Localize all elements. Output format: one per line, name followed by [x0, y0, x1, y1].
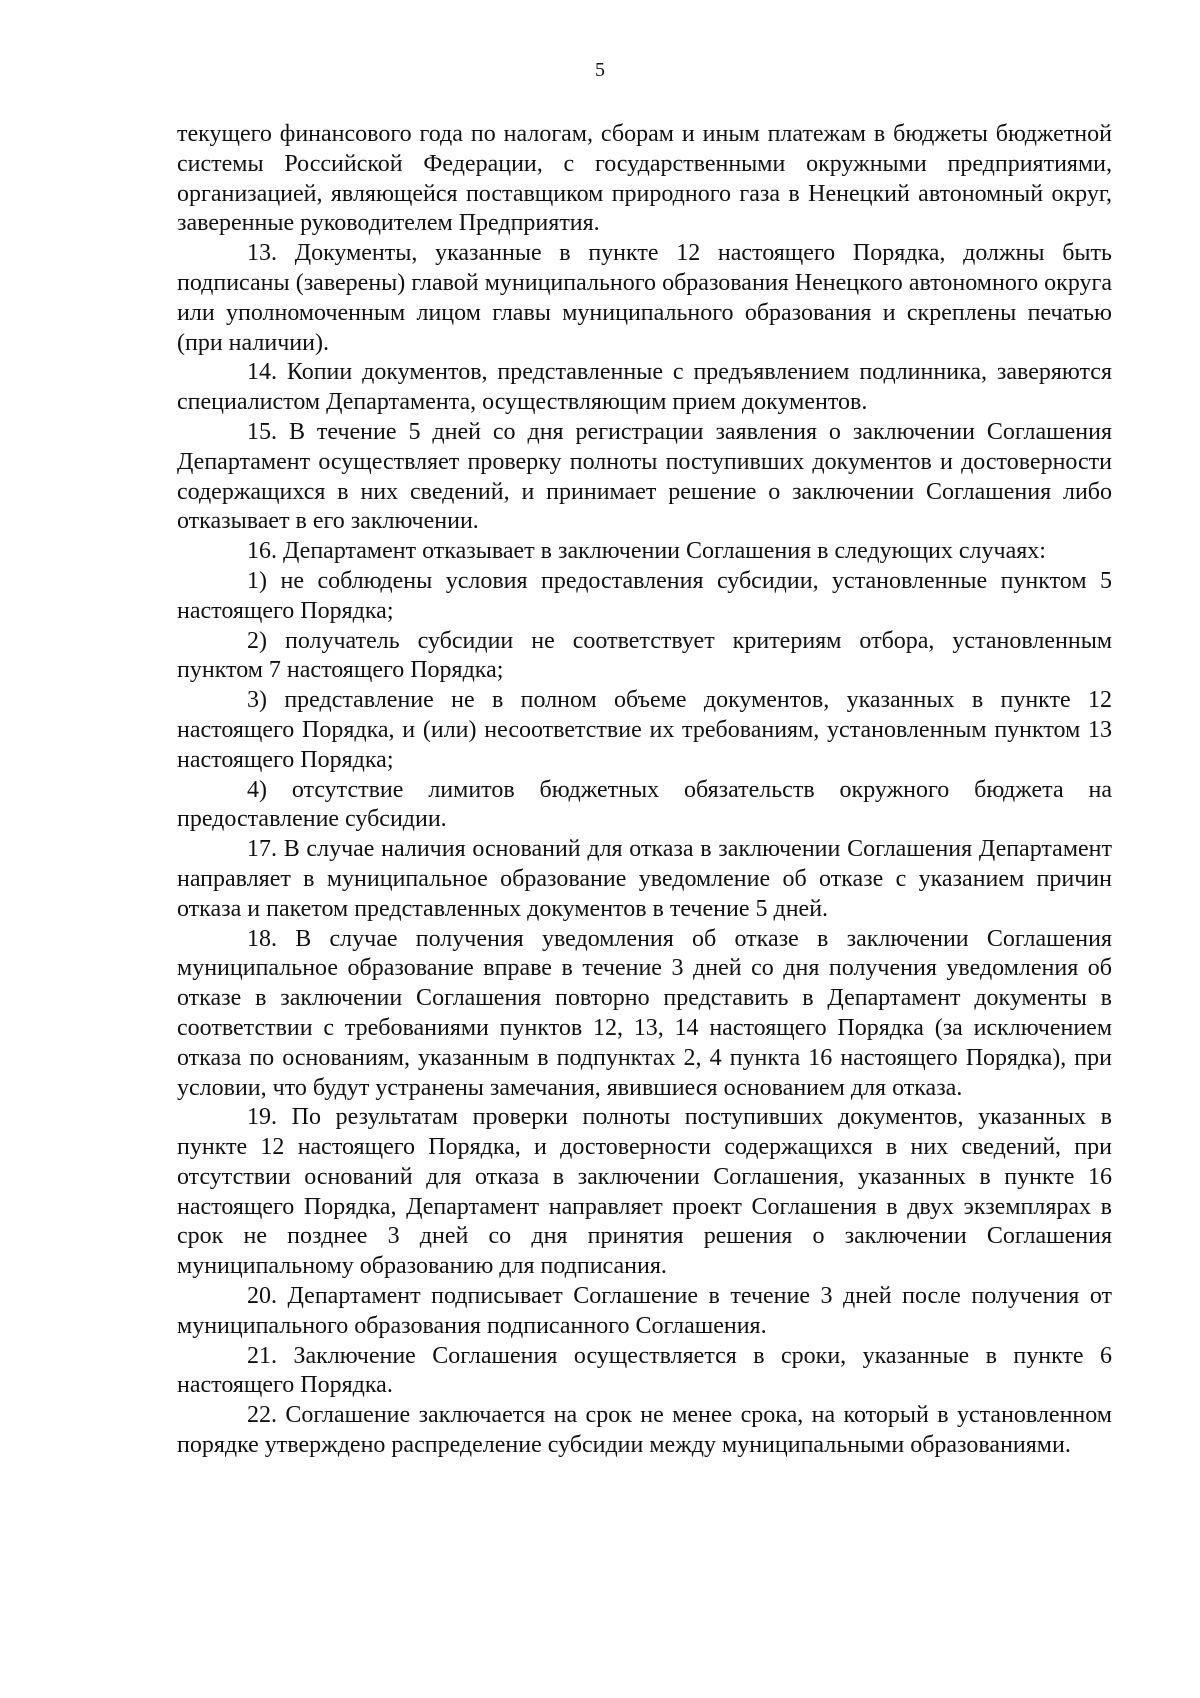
list-item-4: 4) отсутствие лимитов бюджетных обязательств окружного бюджета на предоставление субсидии.	[177, 776, 1112, 833]
paragraph-20: 20. Департамент подписывает Соглашение в течение 3 дней после получения от муниципального образования подписанного Соглашения.	[177, 1283, 1112, 1339]
document-body	[177, 120, 1112, 1461]
paragraph-15: 15. В течение 5 дней со дня регистрации заявления о заключении Соглашения Департамент осуществляет проверку полноты поступивших документов и достоверности содержащихся в них сведений, и принимает решение о заключении Соглашения либо отказывает в его заключении.	[177, 418, 1112, 535]
paragraph-18: 18. В случае получения уведомления об отказе в заключении Соглашения муниципальное образование вправе в течение 3 дней со дня получения уведомления об отказе в заключении Соглашения повторно представить в Департамент документы в соответствии с требованиями пунктов 12, 13, 14 настоящего Порядка (за исключением отказа по основаниям, указанным в подпунктах 2, 4 пункта 16 настоящего Порядка), при условии, что будут устранены замечания, явившиеся основанием для отказа.	[177, 925, 1112, 1101]
paragraph-22: 22. Соглашение заключается на срок не менее срока, на который в установленном порядке утверждено распределение субсидии между муниципальными образованиями.	[177, 1402, 1112, 1459]
list-item-3: 3) представление не в полном объеме документов, указанных в пункте 12 настоящего Порядка, и (или) несоответствие их требованиям, установленным пунктом 13 настоящего Порядка;	[177, 687, 1112, 773]
list-item-2: 2) получатель субсидии не соответствует критериям отбора, установленным пунктом 7 настоящего Порядка;	[177, 627, 1112, 684]
paragraph-17: 17. В случае наличия оснований для отказа в заключении Соглашения Департамент направляет в муниципальное образование уведомление об отказе с указанием причин отказа и пакетом представленных документов в течение 5 дней.	[177, 836, 1112, 922]
paragraph-13: 13. Документы, указанные в пункте 12 настоящего Порядка, должны быть подписаны (заверены) главой муниципального образования Ненецкого автономного округа или уполномоченным лицом главы муниципального образования и скреплены печатью (при наличии).	[177, 240, 1112, 356]
paragraph-19: 19. По результатам проверки полноты поступивших документов, указанных в пункте 12 настоящего Порядка, и достоверности содержащихся в них сведений, при отсутствии оснований для отказа в заключении Соглашения, указанных в пункте 16 настоящего Порядка, Департамент направляет проект Соглашения в двух экземплярах в срок не позднее 3 дней со дня принятия решения о заключении Соглашения муниципальному образованию для подписания.	[177, 1104, 1112, 1280]
list-item-1: 1) не соблюдены условия предоставления субсидии, установленные пунктом 5 настоящего Порядка;	[177, 567, 1112, 624]
paragraph-14: 14. Копии документов, представленные с предъявлением подлинника, заверяются специалистом Департамента, осуществляющим прием документов.	[177, 359, 1112, 416]
paragraph-continuation: текущего финансового года по налогам, сборам и иным платежам в бюджеты бюджетной системы Российской Федерации, с государственными окружными предприятиями, организацией, являющейся поставщиком природного газа в Ненецкий автономный округ, заверенные руководителем Предприятия.	[177, 121, 1112, 237]
page-number: 5	[595, 59, 605, 81]
paragraph-16: 16. Департамент отказывает в заключении Соглашения в следующих случаях:	[247, 538, 1046, 565]
paragraph-21: 21. Заключение Соглашения осуществляется в сроки, указанные в пункте 6 настоящего Порядка.	[177, 1342, 1112, 1399]
